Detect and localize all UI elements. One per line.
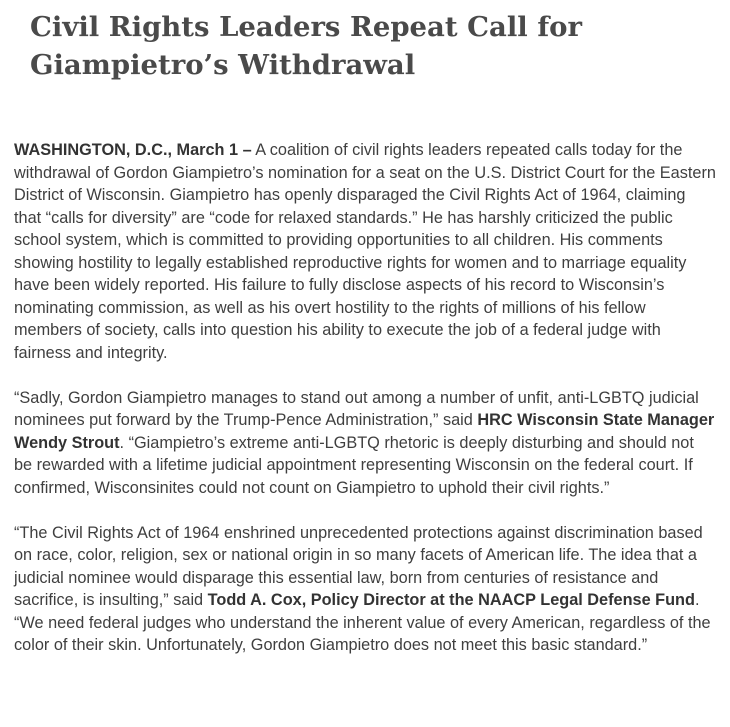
quote-text-after: . “We need federal judges who understand the inherent value of every American, regardless of the color of their skin. Unfortunately, Gordon Giampietro does not meet this basic standard.” — [14, 591, 711, 654]
quote-text-after: . “Giampietro’s extreme anti-LGBTQ rhetoric is deeply disturbing and should not be rewarded with a lifetime judicial appointment representing Wisconsin on the federal court. If confirmed, Wisconsinites could not count on Giampietro to uphold their civil rights.” — [14, 433, 694, 497]
speaker-name: HRC Wisconsin State Manager Wendy Strout — [14, 411, 715, 452]
quote-text-before: “Sadly, Gordon Giampietro manages to stand out among a number of unfit, anti-LGBTQ judicial nominees put forward by the Trump-Pence Administration,” said — [14, 388, 699, 429]
paragraph-intro — [14, 139, 716, 364]
dateline: WASHINGTON, D.C., March 1 – — [14, 141, 252, 159]
paragraph-naacp-quote — [14, 522, 716, 657]
paragraph-intro-text: A coalition of civil rights leaders repeated calls today for the withdrawal of Gordon Giampietro’s nomination for a seat on the U.S. District Court for the Eastern District of Wisconsin. Giampietro has openly disparaged the Civil Rights Act of 1964, claiming that “calls for diversity” are “code for relaxed standards.” He has harshly criticized the public school system, which is committed to providing opportunities to all children. His comments showing hostility to legally established reproductive rights for women and to marriage equality have been widely reported. His failure to fully disclose aspects of his record to Wisconsin’s nominating commission, as well as his overt hostility to the rights of millions of his fellow members of society, calls into question his ability to execute the job of a federal judge with fairness and integrity. — [14, 141, 716, 362]
speaker-name: Todd A. Cox, Policy Director at the NAACP Legal Defense Fund — [207, 591, 695, 609]
headline-line-2: Giampietro’s Withdrawal — [30, 49, 416, 81]
headline-line-1: Civil Rights Leaders Repeat Call for — [30, 11, 582, 43]
article-body — [14, 139, 716, 657]
quote-text-before: “The Civil Rights Act of 1964 enshrined unprecedented protections against discrimination based on race, color, religion, sex or national origin in so many facets of American life. The idea that a judicial nominee would disparage this essential law, born from centuries of resistance and sacrifice, is insulting,” said — [14, 523, 703, 609]
paragraph-hrc-quote — [14, 387, 716, 500]
headline — [30, 8, 710, 84]
